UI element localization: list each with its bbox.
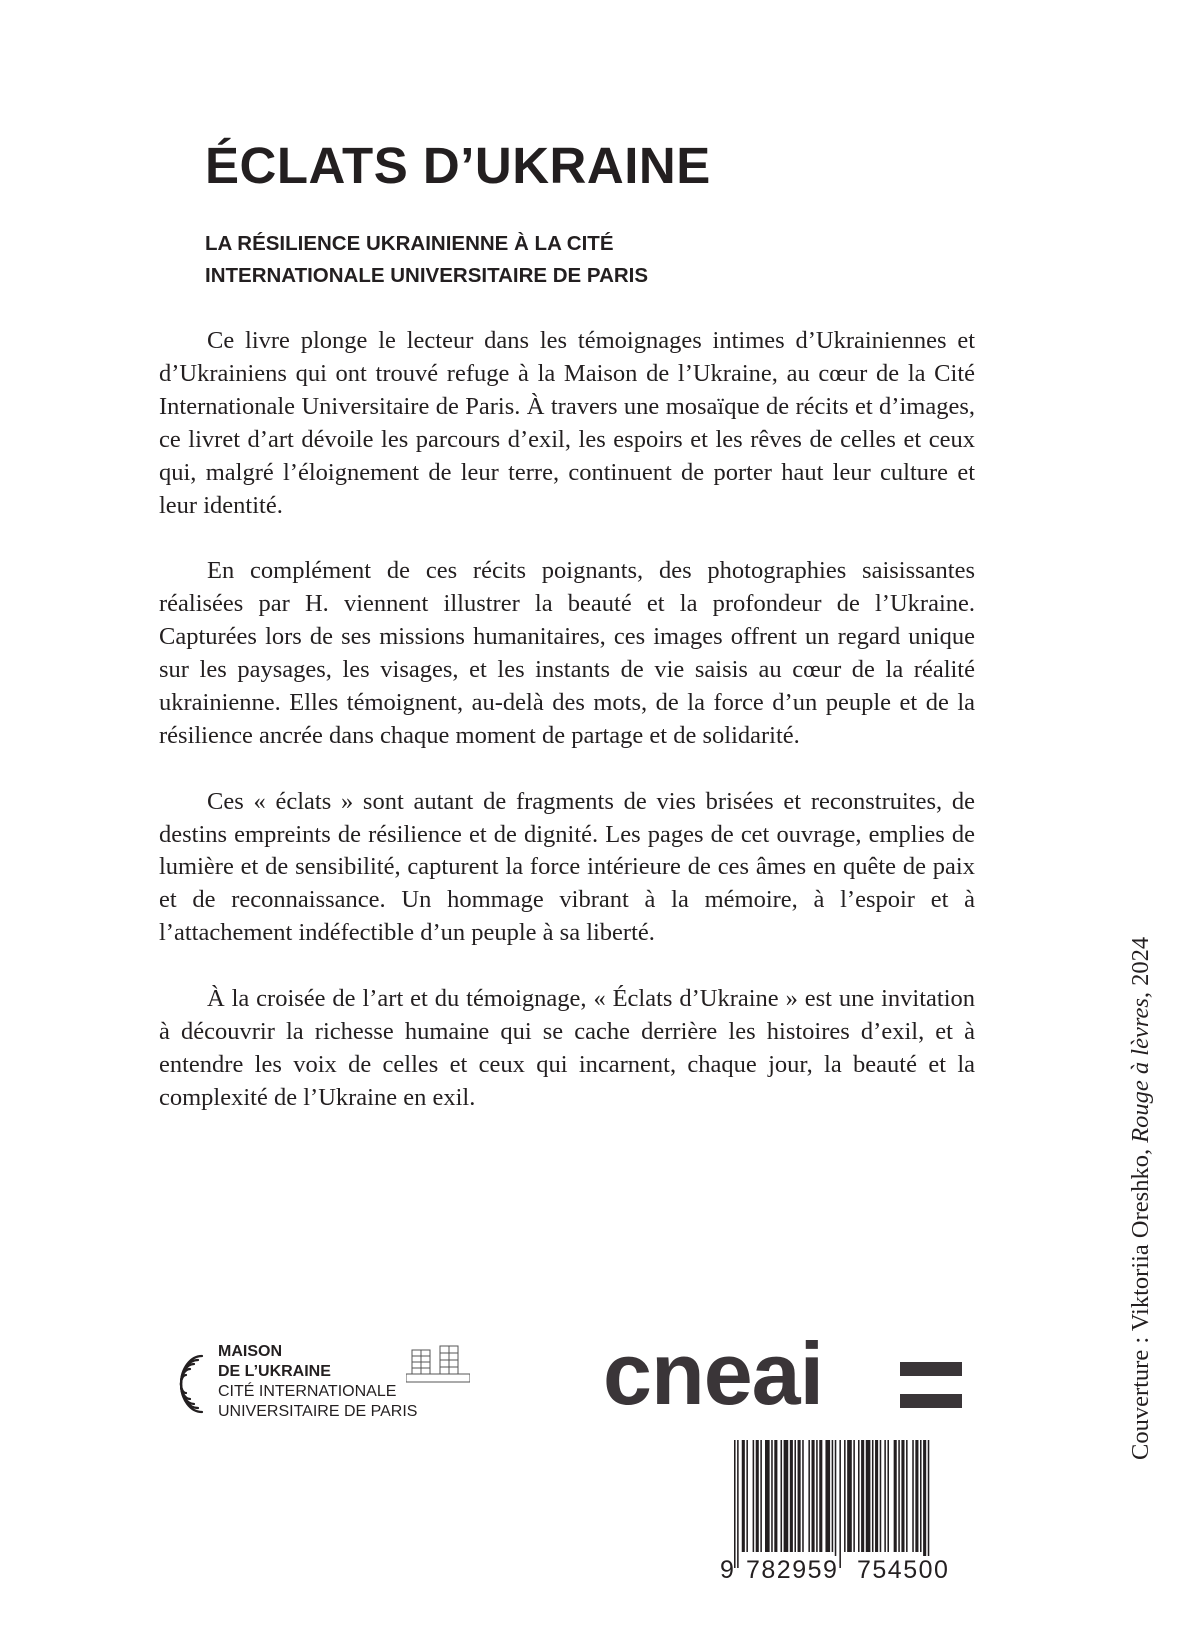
barcode-bar [887,1440,889,1552]
barcode-bar [746,1440,748,1552]
barcode-bar [742,1440,745,1552]
barcode-bar [802,1440,804,1552]
barcode-bar [839,1440,841,1568]
barcode-bar [920,1440,922,1552]
barcode-bar [808,1440,810,1552]
barcode-bar [753,1440,755,1552]
cneai-equals-icon [900,1362,962,1410]
maison-line-4: UNIVERSITAIRE DE PARIS [218,1403,418,1420]
barcode-bar [858,1440,860,1552]
barcode-bar [847,1440,852,1552]
subtitle-line-2: INTERNATIONALE UNIVERSITAIRE DE PARIS [205,264,649,287]
maison-ukraine-logo [158,1342,488,1426]
maison-ukraine-mark-icon [158,1346,208,1422]
barcode-bar [915,1440,918,1552]
maison-line-1: MAISON [218,1343,282,1360]
barcode-bar [794,1440,796,1552]
book-title: ÉCLATS D’UKRAINE [205,137,711,194]
credit-suffix: , 2024 [1127,936,1154,999]
barcode-bars-icon [720,1440,964,1568]
barcode-bar [756,1440,759,1552]
maison-line-2: DE L’UKRAINE [218,1363,331,1380]
barcode-bar [866,1440,871,1552]
barcode-bar [901,1440,904,1552]
barcode-bar [875,1440,878,1552]
isbn-barcode [720,1440,964,1584]
barcode-bar [825,1440,830,1552]
blurb-paragraph-4: À la croisée de l’art et du témoignage, « Éclats d’Ukraine » est une invitation à découvrir la richesse humaine qui se cache derrière les histoires d’exil, et à entendre les voix de celles et ceux qui incarnent, chaque jour, la beauté et la complexité de l’Ukraine en exil. [159,985,975,1111]
barcode-bar [880,1440,882,1552]
cite-building-icon [406,1344,470,1384]
barcode-bar [784,1440,789,1552]
credit-work: Rouge à lèvres [1127,998,1154,1143]
barcode-bar [765,1440,770,1552]
credit-prefix: Couverture : Viktoriia Oreshko, [1127,1142,1154,1460]
barcode-bar [853,1440,855,1552]
blurb [159,325,975,1115]
cover-credit [1129,937,1154,1460]
barcode-digits-left: 782959 [746,1556,839,1584]
blurb-paragraph-1: Ce livre plonge le lecteur dans les témoignages intimes d’Ukrainiennes et d’Ukrainiens qui ont trouvé refuge à la Maison de l’Ukraine, au cœur de la Cité Internationale Universitaire de Paris. À travers une mosaïque de récits et d’images, ce livret d’art dévoile les parcours d’exil, les espoirs et les rêves de celles et ceux qui, malgré l’éloignement de leur terre, continuent de porter haut leur culture et leur identité. [159,327,975,519]
barcode-bar [928,1440,930,1568]
barcode-bar [861,1440,864,1552]
maison-ukraine-text [218,1342,417,1422]
barcode-bar [781,1440,783,1552]
cneai-logo: cneai [603,1324,824,1423]
blurb-paragraph-2: En complément de ces récits poignants, des photographies saisissantes réalisées par H. viennent illustrer la beauté et la profondeur de l’Ukraine. Capturées lors de ses missions humanitaires, ces images offrent un regard unique sur les paysages, les visages, et les instants de vie saisis au cœur de la réalité ukrainienne. Elles témoignent, au-delà des mots, de la force d’un peuple et de la résilience ancrée dans chaque moment de partage et de solidarité. [159,557,975,749]
barcode-digit-first: 9 [720,1556,734,1584]
barcode-bar [912,1440,914,1552]
barcode-bar [894,1440,897,1552]
barcode-bar [816,1440,818,1552]
barcode-bar [812,1440,815,1552]
barcode-bar [737,1440,739,1568]
blurb-paragraph-3: Ces « éclats » sont autant de fragments de vies brisées et reconstruites, de destins empreints de résilience et de dignité. Les pages de cet ouvrage, emplies de lumière et de sensibilité, capturent la force intérieure de ces âmes en quête de paix et de reconnaissance. Un hommage vibrant à la mémoire, à l’espoir et à l’attachement indéfectible d’un peuple à sa liberté. [159,787,975,947]
barcode-bar [771,1440,773,1552]
barcode-bar [734,1440,736,1568]
maison-line-3: CITÉ INTERNATIONALE [218,1383,397,1400]
barcode-bar [844,1440,846,1552]
barcode-bar [819,1440,822,1552]
barcode-digits-right: 754500 [857,1556,950,1584]
barcode-bar [760,1440,762,1552]
barcode-bar [832,1440,834,1552]
barcode-bar [790,1440,793,1552]
barcode-bar [774,1440,777,1552]
barcode-bar [906,1440,908,1552]
barcode-bar [798,1440,801,1552]
subtitle-line-1: LA RÉSILIENCE UKRAINIENNE À LA CITÉ [205,232,614,255]
barcode-bar [923,1440,926,1568]
book-subtitle [205,228,648,292]
barcode-bar [872,1440,874,1552]
barcode-bar [884,1440,886,1552]
barcode-bar [898,1440,900,1552]
barcode-bar [835,1440,837,1568]
